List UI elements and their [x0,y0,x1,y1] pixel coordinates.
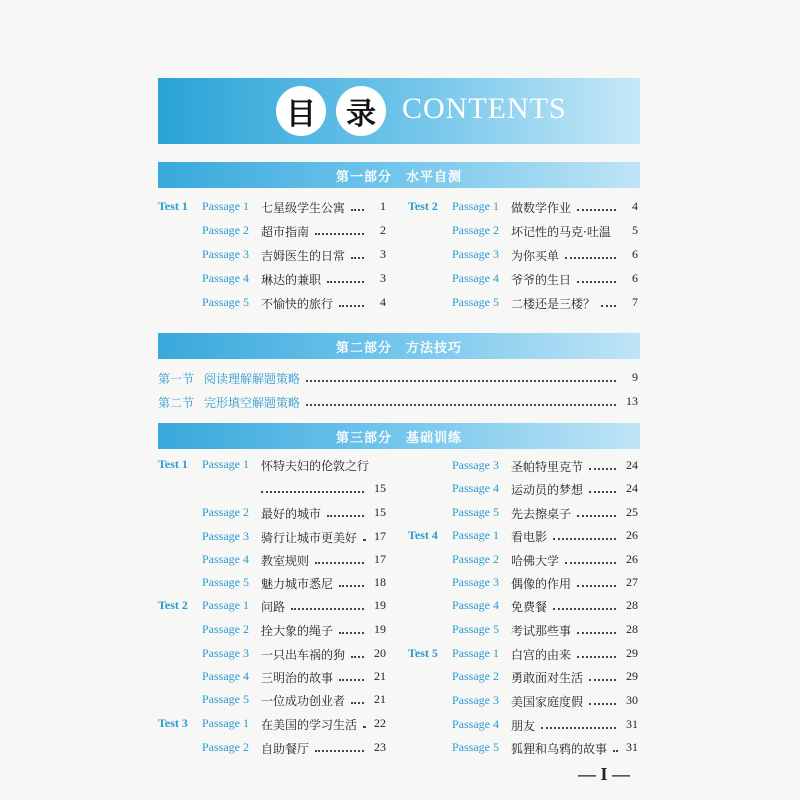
title-char-2: 录 [336,86,386,136]
part2-title: 第二部分 方法技巧 [335,341,462,356]
page-ref: 27 [626,575,638,589]
test-label: Test 1 [158,457,188,471]
leader-dots [601,305,616,307]
method-title: 阅读理解解题策略 [204,372,301,386]
passage-label: Passage 3 [202,529,249,543]
entry-title: 魅力城市悉尼 [261,577,334,591]
page-ref: 6 [632,247,638,261]
part3-title: 第三部分 基础训练 [335,431,462,446]
page-ref: 22 [374,716,386,730]
leader-dots [315,750,364,752]
leader-dots [589,468,616,470]
page-ref: 15 [374,505,386,519]
leader-dots [315,233,364,235]
title-char-1: 目 [276,86,326,136]
leader-dots [315,562,364,564]
entry-title: 哈佛大学 [511,554,560,568]
entry-title: 骑行让城市更美好 [261,531,358,545]
entry-title: 狐狸和乌鸦的故事 [511,742,608,756]
leader-dots [327,281,364,283]
entry-title: 琳达的兼职 [261,273,322,287]
leader-dots [577,515,616,517]
passage-label: Passage 2 [452,223,499,237]
page-ref: 6 [632,271,638,285]
page-ref: 29 [626,669,638,683]
passage-label: Passage 3 [452,458,499,472]
passage-label: Passage 1 [202,199,249,213]
page-ref: 26 [626,552,638,566]
passage-label: Passage 3 [202,646,249,660]
page-ref: 28 [626,598,638,612]
entry-title: 拴大象的绳子 [261,624,334,638]
passage-label: Passage 1 [452,528,499,542]
page-ref: 17 [374,529,386,543]
leader-dots [577,209,616,211]
page-ref: 26 [626,528,638,542]
test-label: Test 2 [158,598,188,612]
leader-dots [363,726,364,728]
passage-label: Passage 3 [202,247,249,261]
leader-dots [306,380,616,382]
leader-dots [577,632,616,634]
passage-label: Passage 1 [202,598,249,612]
leader-dots [565,562,616,564]
leader-dots [351,257,364,259]
leader-dots [351,209,364,211]
page-ref: 23 [374,740,386,754]
page-ref: 1 [380,199,386,213]
page-ref: 30 [626,693,638,707]
passage-label: Passage 2 [452,552,499,566]
leader-dots [351,656,364,658]
leader-dots [261,491,364,493]
passage-label: Passage 3 [452,693,499,707]
entry-title: 免费餐 [511,600,548,614]
entry-title: 二楼还是三楼？ [511,297,596,311]
leader-dots [565,257,616,259]
leader-dots [339,305,364,307]
page-ref: 31 [626,717,638,731]
page-ref: 19 [374,598,386,612]
page-ref: 21 [374,692,386,706]
passage-label: Passage 2 [202,622,249,636]
page-ref: 19 [374,622,386,636]
entry-title: 圣帕特里克节 [511,460,584,474]
leader-dots [589,491,616,493]
leader-dots [291,608,364,610]
passage-label: Passage 4 [202,271,249,285]
page-ref: 7 [632,295,638,309]
passage-label: Passage 2 [452,669,499,683]
page-ref: 24 [626,481,638,495]
entry-title: 朋友 [511,719,536,733]
entry-title: 在美国的学习生活 [261,718,358,732]
entry-title: 最好的城市 [261,507,322,521]
entry-title: 不愉快的旅行 [261,297,334,311]
entry-title: 三明治的故事 [261,671,334,685]
entry-title: 勇敢面对生活 [511,671,584,685]
entry-title: 美国家庭度假 [511,695,584,709]
leader-dots [613,750,616,752]
section-label: 第二节 [158,396,195,410]
entry-title: 坏记性的马克·吐温 [511,225,611,239]
passage-label: Passage 5 [452,622,499,636]
toc-title-banner [158,78,640,144]
page-ref: 2 [380,223,386,237]
passage-label: Passage 1 [452,646,499,660]
section-label: 第一节 [158,372,195,386]
title-english: CONTENTS [402,92,567,125]
entry-title: 爷爷的生日 [511,273,572,287]
leader-dots [541,727,616,729]
test-label: Test 3 [158,716,188,730]
leader-dots [577,656,616,658]
page-ref: 3 [380,271,386,285]
entry-title: 白宫的由来 [511,648,572,662]
leader-dots [589,703,616,705]
part3-header [158,423,640,449]
passage-label: Passage 4 [202,669,249,683]
page-ref: 3 [380,247,386,261]
entry-title: 七星级学生公寓 [261,201,346,215]
page-ref: 5 [632,223,638,237]
passage-label: Passage 5 [202,575,249,589]
passage-label: Passage 2 [202,223,249,237]
page-ref: 31 [626,740,638,754]
page-ref: 20 [374,646,386,660]
leader-dots [553,538,616,540]
passage-label: Passage 1 [202,716,249,730]
page-ref: 28 [626,622,638,636]
passage-label: Passage 5 [202,692,249,706]
method-title: 完形填空解题策略 [204,396,301,410]
passage-label: Passage 3 [452,575,499,589]
part1-title: 第一部分 水平自测 [335,170,462,185]
page-ref: 17 [374,552,386,566]
entry-title: 吉姆医生的日常 [261,249,346,263]
page-ref: 24 [626,458,638,472]
leader-dots [339,632,364,634]
part2-header [158,333,640,359]
entry-title: 考试那些事 [511,624,572,638]
test-label: Test 2 [408,199,438,213]
passage-label: Passage 4 [452,717,499,731]
entry-title: 教室规则 [261,554,310,568]
test-label: Test 1 [158,199,188,213]
entry-title: 自助餐厅 [261,742,310,756]
leader-dots [577,281,616,283]
passage-label: Passage 2 [202,740,249,754]
test-label: Test 5 [408,646,438,660]
leader-dots [339,679,364,681]
entry-title: 超市指南 [261,225,310,239]
passage-label: Passage 5 [452,740,499,754]
passage-label: Passage 4 [452,598,499,612]
entry-title: 偶像的作用 [511,577,572,591]
page-number: — I — [578,764,631,784]
passage-label: Passage 3 [452,247,499,261]
page-ref: 21 [374,669,386,683]
entry-title: 运动员的梦想 [511,483,584,497]
passage-label: Passage 2 [202,505,249,519]
entry-title: 做数学作业 [511,201,572,215]
entry-title: 先去擦桌子 [511,507,572,521]
entry-title: 一位成功创业者 [261,694,346,708]
entry-title: 看电影 [511,530,548,544]
entry-title: 一只出车祸的狗 [261,648,346,662]
page-ref: 4 [632,199,638,213]
test-label: Test 4 [408,528,438,542]
passage-label: Passage 4 [202,552,249,566]
passage-label: Passage 5 [202,295,249,309]
leader-dots [577,585,616,587]
page-ref: 18 [374,575,386,589]
page-ref: 13 [626,394,638,408]
passage-label: Passage 1 [452,199,499,213]
passage-label: Passage 1 [202,457,249,471]
leader-dots [553,608,616,610]
passage-label: Passage 4 [452,271,499,285]
part1-header [158,162,640,188]
leader-dots [351,702,364,704]
entry-title: 为你买单 [511,249,560,263]
page-ref: 4 [380,295,386,309]
page-ref: 29 [626,646,638,660]
entry-title: 怀特夫妇的伦敦之行 [261,459,370,473]
leader-dots [327,515,364,517]
leader-dots [589,679,616,681]
leader-dots [306,404,616,406]
page-ref: 25 [626,505,638,519]
passage-label: Passage 5 [452,505,499,519]
leader-dots [363,539,364,541]
leader-dots [339,585,364,587]
entry-title: 问路 [261,600,286,614]
page-ref: 15 [374,481,386,495]
passage-label: Passage 4 [452,481,499,495]
page-ref: 9 [632,370,638,384]
passage-label: Passage 5 [452,295,499,309]
